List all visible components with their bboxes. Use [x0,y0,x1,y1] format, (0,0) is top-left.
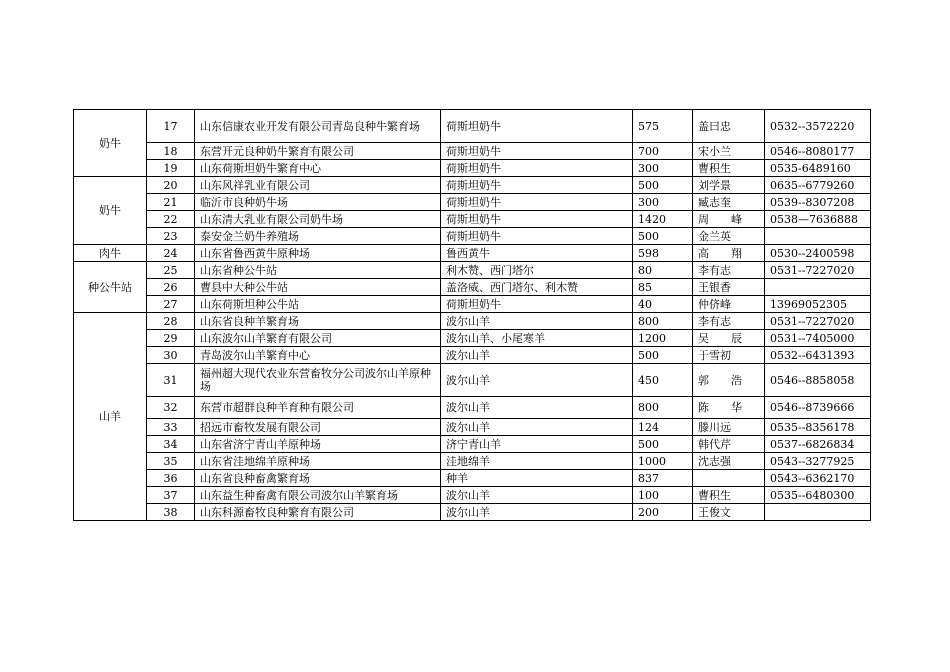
farm-name: 东营市超群良种羊育种有限公司 [195,397,441,419]
table-row [74,453,871,470]
farm-name: 山东清大乳业有限公司奶牛场 [195,211,441,228]
table-row [74,313,871,330]
farm-name: 山东科源畜牧良种繁育有限公司 [195,504,441,521]
breed: 波尔山羊、小尾寒羊 [441,330,633,347]
row-number: 22 [147,211,195,228]
herd-count: 450 [633,364,693,397]
phone: 0543--6362170 [765,470,871,487]
contact-person: 王银香 [693,279,765,296]
breed: 波尔山羊 [441,419,633,436]
farm-name: 山东益生种畜禽有限公司波尔山羊繁育场 [195,487,441,504]
contact-person: 臧志奎 [693,194,765,211]
herd-count: 800 [633,313,693,330]
contact-person: 沈志强 [693,453,765,470]
phone: 0535-6489160 [765,160,871,177]
farm-name: 山东省良种畜禽繁育场 [195,470,441,487]
breed: 荷斯坦奶牛 [441,177,633,194]
breed: 利木赞、西门塔尔 [441,262,633,279]
phone: 0531--7405000 [765,330,871,347]
row-number: 31 [147,364,195,397]
table-row [74,228,871,245]
breed: 荷斯坦奶牛 [441,211,633,228]
contact-person: 吴 辰 [693,330,765,347]
herd-count: 500 [633,228,693,245]
phone [765,228,871,245]
breed: 济宁青山羊 [441,436,633,453]
farm-name: 山东省济宁青山羊原种场 [195,436,441,453]
farm-name: 招远市畜牧发展有限公司 [195,419,441,436]
table-row [74,296,871,313]
farm-name: 福州超大现代农业东营畜牧分公司波尔山羊原种场 [195,364,441,397]
phone [765,279,871,296]
contact-person: 李有志 [693,262,765,279]
breed: 洼地绵羊 [441,453,633,470]
contact-person: 曹积生 [693,160,765,177]
farm-name: 山东省良种羊繁育场 [195,313,441,330]
herd-count: 500 [633,177,693,194]
contact-person: 郭 浩 [693,364,765,397]
herd-count: 100 [633,487,693,504]
phone: 0532--6431393 [765,347,871,364]
contact-person: 刘学景 [693,177,765,194]
farm-name: 青岛波尔山羊繁育中心 [195,347,441,364]
table-row [74,160,871,177]
farm-name: 山东风祥乳业有限公司 [195,177,441,194]
herd-count: 575 [633,110,693,143]
phone: 0539--8307208 [765,194,871,211]
herd-count: 85 [633,279,693,296]
table-row [74,143,871,160]
row-number: 25 [147,262,195,279]
table-row [74,419,871,436]
table-row [74,487,871,504]
table-row [74,245,871,262]
table-row [74,262,871,279]
breed: 荷斯坦奶牛 [441,296,633,313]
row-number: 33 [147,419,195,436]
table-row [74,279,871,296]
row-number: 26 [147,279,195,296]
farm-name: 曹县中大种公牛站 [195,279,441,296]
herd-count: 300 [633,160,693,177]
table-row [74,364,871,397]
phone: 0543--3277925 [765,453,871,470]
contact-person: 曹积生 [693,487,765,504]
breed: 荷斯坦奶牛 [441,160,633,177]
breed: 荷斯坦奶牛 [441,143,633,160]
row-number: 38 [147,504,195,521]
contact-person: 王俊文 [693,504,765,521]
farm-name: 泰安金兰奶牛养殖场 [195,228,441,245]
phone: 0546--8739666 [765,397,871,419]
table-row [74,397,871,419]
breed: 波尔山羊 [441,487,633,504]
breed: 鲁西黄牛 [441,245,633,262]
herd-count: 837 [633,470,693,487]
row-number: 19 [147,160,195,177]
contact-person: 宋小兰 [693,143,765,160]
table-row [74,177,871,194]
row-number: 21 [147,194,195,211]
row-number: 17 [147,110,195,143]
breed: 荷斯坦奶牛 [441,110,633,143]
contact-person: 周 峰 [693,211,765,228]
breed: 荷斯坦奶牛 [441,194,633,211]
breed: 种羊 [441,470,633,487]
herd-count: 200 [633,504,693,521]
herd-count: 1200 [633,330,693,347]
phone: 0530--2400598 [765,245,871,262]
table-row [74,330,871,347]
row-number: 20 [147,177,195,194]
phone: 0535--8356178 [765,419,871,436]
herd-count: 124 [633,419,693,436]
farm-name: 山东省鲁西黄牛原种场 [195,245,441,262]
row-number: 18 [147,143,195,160]
phone: 0532--3572220 [765,110,871,143]
herd-count: 500 [633,347,693,364]
phone: 0531--7227020 [765,262,871,279]
table-row [74,211,871,228]
herd-count: 800 [633,397,693,419]
farm-name: 临沂市良种奶牛场 [195,194,441,211]
farm-table [73,109,871,521]
contact-person: 李有志 [693,313,765,330]
breed: 波尔山羊 [441,397,633,419]
herd-count: 80 [633,262,693,279]
table-row [74,110,871,143]
farm-name: 山东省种公牛站 [195,262,441,279]
breed: 波尔山羊 [441,313,633,330]
row-number: 23 [147,228,195,245]
row-number: 24 [147,245,195,262]
row-number: 32 [147,397,195,419]
farm-name: 山东荷斯坦种公牛站 [195,296,441,313]
row-number: 30 [147,347,195,364]
category-cell: 奶牛 [74,110,147,177]
contact-person: 高 翔 [693,245,765,262]
contact-person: 于雪初 [693,347,765,364]
herd-count: 1420 [633,211,693,228]
contact-person: 金兰英 [693,228,765,245]
herd-count: 40 [633,296,693,313]
phone: 0531--7227020 [765,313,871,330]
contact-person: 滕川远 [693,419,765,436]
row-number: 29 [147,330,195,347]
table-row [74,436,871,453]
phone: 0535--6480300 [765,487,871,504]
phone: 0635--6779260 [765,177,871,194]
herd-count: 500 [633,436,693,453]
farm-name: 山东荷斯坦奶牛繁育中心 [195,160,441,177]
phone: 13969052305 [765,296,871,313]
breed: 荷斯坦奶牛 [441,228,633,245]
row-number: 37 [147,487,195,504]
row-number: 34 [147,436,195,453]
row-number: 36 [147,470,195,487]
farm-name: 东营开元良种奶牛繁育有限公司 [195,143,441,160]
farm-name: 山东波尔山羊繁育有限公司 [195,330,441,347]
breed: 波尔山羊 [441,364,633,397]
table-row [74,347,871,364]
contact-person: 仲侪峰 [693,296,765,313]
phone [765,504,871,521]
category-cell: 奶牛 [74,177,147,245]
contact-person [693,470,765,487]
row-number: 28 [147,313,195,330]
table-row [74,504,871,521]
category-cell: 肉牛 [74,245,147,262]
herd-count: 1000 [633,453,693,470]
table-row [74,194,871,211]
phone: 0546--8858058 [765,364,871,397]
herd-count: 700 [633,143,693,160]
breed: 波尔山羊 [441,347,633,364]
farm-name: 山东信康农业开发有限公司青岛良种牛繁育场 [195,110,441,143]
phone: 0537--6826834 [765,436,871,453]
herd-count: 300 [633,194,693,211]
phone: 0538—7636888 [765,211,871,228]
phone: 0546--8080177 [765,143,871,160]
row-number: 35 [147,453,195,470]
breed: 盖洛威、西门塔尔、利木赞 [441,279,633,296]
herd-count: 598 [633,245,693,262]
contact-person: 陈 华 [693,397,765,419]
category-cell: 山羊 [74,313,147,521]
row-number: 27 [147,296,195,313]
table-row [74,470,871,487]
contact-person: 韩代芹 [693,436,765,453]
breed: 波尔山羊 [441,504,633,521]
farm-name: 山东省洼地绵羊原种场 [195,453,441,470]
category-cell: 种公牛站 [74,262,147,313]
contact-person: 盖曰忠 [693,110,765,143]
